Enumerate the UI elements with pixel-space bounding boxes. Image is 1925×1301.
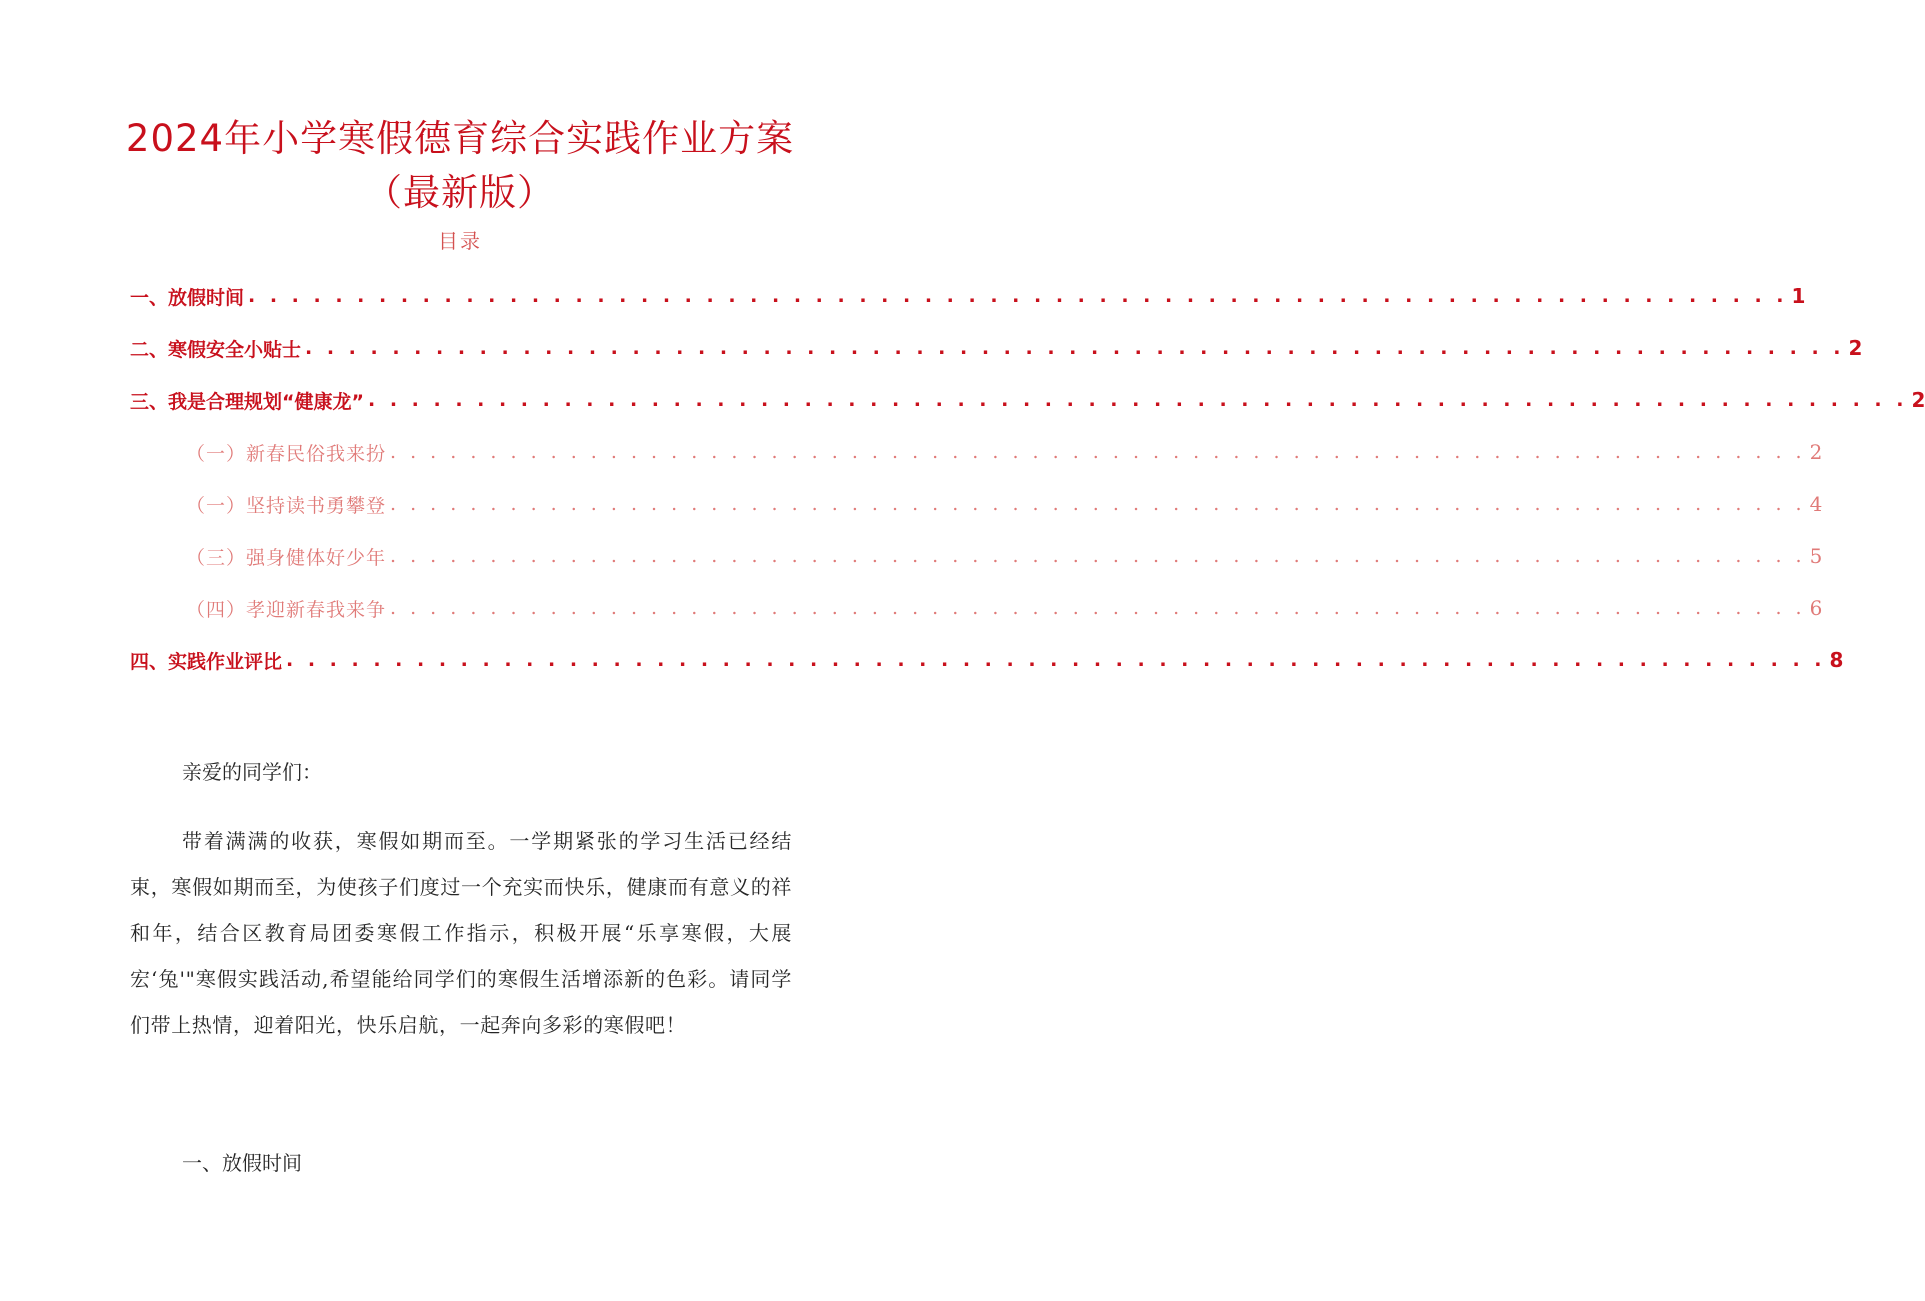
toc-entry-folk-customs[interactable] xyxy=(130,426,1824,478)
document-title-line2: （最新版） xyxy=(365,171,555,214)
toc-entry-label: （四）孝迎新春我来争 xyxy=(186,598,387,621)
toc-leader-dots: . . . . . . . . . . . . . . . . . . . . . . . . . . . . . . . . . . . . . . . . . . . . . . . . . . . . . . . . . . . . . . . . . . . . . . . xyxy=(390,493,1806,515)
toc-leader-dots: . . . . . . . . . . . . . . . . . . . . . . . . . . . . . . . . . . . . . . . . . . . . . . . . . . . . . . . . . . . . . . . . . . . . . . . xyxy=(390,597,1806,619)
toc-entry-filial-piety[interactable] xyxy=(130,582,1824,634)
toc-leader-dots: . . . . . . . . . . . . . . . . . . . . . . . . . . . . . . . . . . . . . . . . . . . . . . . . . . . . . . . . . . . . . . . . . . . . . . . xyxy=(390,545,1806,567)
toc-entry-label: （一）新春民俗我来扮 xyxy=(186,442,387,465)
toc-entry-safety-tips[interactable] xyxy=(130,322,1863,374)
toc-leader-dots: . . . . . . . . . . . . . . . . . . . . . . . . . . . . . . . . . . . . . . . . . . . . . . . . . . . . . . . . . . . . . . . . . . . . . . . xyxy=(286,649,1826,671)
intro-paragraph: 带着满满的收获，寒假如期而至。一学期紧张的学习生活已经结束，寒假如期而至，为使孩子们度过一个充实而快乐，健康而有意义的祥和年，结合区教育局团委寒假工作指示，积极开展“乐享寒假，大展宏‘兔'"寒假实践活动,希望能给同学们的寒假生活增添新的色彩。请同学们带上热情，迎着阳光，快乐启航，一起奔向多彩的寒假吧！ xyxy=(130,829,792,1037)
toc-entry-page: 1 xyxy=(1791,284,1806,308)
toc-entry-reading[interactable] xyxy=(130,478,1824,530)
toc-entry-label: 四、实践作业评比 xyxy=(130,650,283,673)
document-title-line1: 2024年小学寒假德育综合实践作业方案 xyxy=(125,117,795,160)
toc-entry-page: 2 xyxy=(1848,336,1863,360)
greeting: 亲爱的同学们： xyxy=(182,760,322,784)
toc-leader-dots: . . . . . . . . . . . . . . . . . . . . . . . . . . . . . . . . . . . . . . . . . . . . . . . . . . . . . . . . . . . . . . . . . . . . . . . xyxy=(248,285,1788,307)
toc-entry-vacation-time[interactable] xyxy=(130,270,1806,322)
toc-entry-page: 2 xyxy=(1809,440,1824,464)
section-heading-vacation-time: 一、放假时间 xyxy=(182,1151,302,1175)
toc-entry-label: 二、寒假安全小贴士 xyxy=(130,338,302,361)
toc-entry-page: 2 xyxy=(1911,388,1925,412)
toc-entry-page: 5 xyxy=(1809,544,1824,568)
toc-entry-label: （一）坚持读书勇攀登 xyxy=(186,494,387,517)
toc-entry-label: 三、我是合理规划“健康龙” xyxy=(130,390,364,413)
toc-entry-page: 8 xyxy=(1829,648,1844,672)
toc-leader-dots: . . . . . . . . . . . . . . . . . . . . . . . . . . . . . . . . . . . . . . . . . . . . . . . . . . . . . . . . . . . . . . . . . . . . . . . xyxy=(390,441,1806,463)
toc-leader-dots: . . . . . . . . . . . . . . . . . . . . . . . . . . . . . . . . . . . . . . . . . . . . . . . . . . . . . . . . . . . . . . . . . . . . . . . xyxy=(367,389,1908,411)
toc-entry-page: 4 xyxy=(1809,492,1824,516)
toc-entry-label: 一、放假时间 xyxy=(130,286,245,309)
toc-entry-healthy-dragon[interactable] xyxy=(130,374,1925,426)
toc-entry-fitness[interactable] xyxy=(130,530,1824,582)
toc-leader-dots: . . . . . . . . . . . . . . . . . . . . . . . . . . . . . . . . . . . . . . . . . . . . . . . . . . . . . . . . . . . . . . . . . . . . . . . xyxy=(305,337,1845,359)
toc-heading: 目录 xyxy=(438,229,482,253)
toc-entry-evaluation[interactable] xyxy=(130,634,1844,686)
table-of-contents xyxy=(130,270,1925,686)
toc-entry-label: （三）强身健体好少年 xyxy=(186,546,387,569)
toc-entry-page: 6 xyxy=(1809,596,1824,620)
